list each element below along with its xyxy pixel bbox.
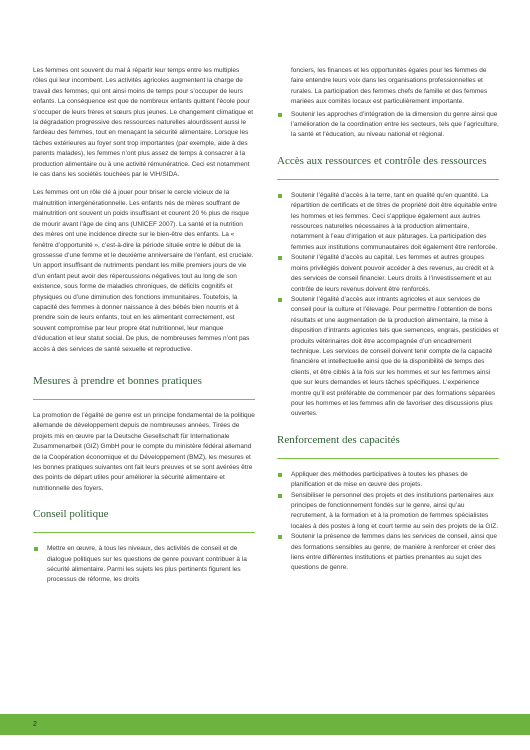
list-item-text: Appliquer des méthodes participatives à toutes les phases de planification et de mise en œuvre des projets. (291, 470, 468, 489)
heading-rule (277, 179, 499, 180)
square-bullet-icon (278, 256, 282, 260)
list-item-text: Soutenir l’égalité d’accès au capital. Les femmes et autres groupes moins privilégiés doivent pouvoir accéder à des revenus, au crédit et à des services de conseil financier. Leurs droits à l’investissement et au contrôle de leurs revenus doivent être renforcés. (291, 254, 494, 293)
list-item-text: Mettre en œuvre, à tous les niveaux, des activités de conseil et de dialogue politiques sur les questions de genre pouvant contribuer à la sécurité alimentaire. Parmi les sujets les plus pertinents figurent les processus de réforme, les droits (47, 545, 247, 584)
conseil-list-continued (277, 110, 499, 141)
square-bullet-icon (278, 535, 282, 539)
list-item (277, 253, 499, 295)
square-bullet-icon (278, 494, 282, 498)
list-item (277, 470, 499, 491)
list-item-text: Soutenir les approches d’intégration de la dimension du genre ainsi que l’amélioration de la coordination entre les secteurs, tels que l’agriculture, la santé et l’éducation, au niveau national et régional. (291, 110, 499, 139)
list-item-text: Soutenir l’égalité d’accès aux intrants agricoles et aux services de conseil pour la culture et l’élevage. Pour permettre l’obtention de bons résultats et une augmentation de la production alimentaire, la mise à disposition d’intrants agricoles tels que semences, engrais, pesticides et produits vétérinaires doit être accompagnée d’un encadrement technique. Les services de conseil doivent tenir compte de la capacité financière et intellectuelle ainsi que de la disponibilité de temps des clients, et être ciblés à la fois sur les hommes et sur les femmes ainsi que sur leurs demandes et leurs tâches spécifiques. L’expérience montre qu’il est préférable de commencer par des formations séparées pour les hommes et les femmes afin de favoriser des discussions plus ouvertes. (291, 295, 499, 418)
list-item (277, 110, 499, 141)
list-item (277, 532, 499, 574)
heading-rule (33, 399, 255, 400)
left-column (33, 66, 255, 594)
square-bullet-icon (278, 473, 282, 477)
paragraph-time-burden: Les femmes ont souvent du mal à répartir leur temps entre les multiples rôles qui leur incombent. Les activités agricoles augmentent la charge de travail des femmes, qui ont ainsi moins de temps pour s’occuper de leurs enfants. La conséquence est que de nombreux enfants quittent l’école pour s’occuper de leurs frères et sœurs plus jeunes. Le changement climatique et la dégradation progressive des ressources naturelles alourdissent aussi le fardeau des femmes, tout en menaçant la sécurité alimentaire. Lorsque les tâches extérieures au foyer sont trop importantes (par exemple, aide à des parents malades), les femmes n’ont plus assez de temps à consacrer à la production alimentaire ou à une activité rémunératrice. Ceci est notamment le cas dans les sociétés touchées par le VIH/SIDA. (33, 67, 254, 179)
list-item (277, 491, 499, 533)
right-column (277, 66, 499, 582)
page-number: 2 (33, 721, 37, 728)
list-item (33, 544, 255, 586)
heading-rule (33, 532, 255, 533)
heading-mesures: Mesures à prendre et bonnes pratiques (33, 374, 202, 387)
heading-rule (277, 458, 499, 459)
square-bullet-icon (34, 547, 38, 551)
renforcement-list (277, 470, 499, 574)
square-bullet-icon (278, 113, 282, 117)
square-bullet-icon (278, 298, 282, 302)
paragraph-continuation: fonciers, les finances et les opportunités égales pour les femmes de faire entendre leurs voix dans les organisations professionnelles et rurales. La participation des femmes chefs de famille et des femmes mariées aux comités locaux est particulièrement importante. (291, 67, 488, 106)
list-item-text: Sensibiliser le personnel des projets et des institutions partenaires aux principes de fonctionnement fondés sur le genre, ainsi qu’au recrutement, à la formation et à la promotion de femmes spécialistes locales à des postes à long et court terme au sein des projets de la GIZ. (291, 491, 499, 530)
square-bullet-icon (278, 194, 282, 198)
list-item (277, 295, 499, 420)
list-item (277, 191, 499, 253)
paragraph-promotion: La promotion de l’égalité de genre est un principe fondamental de la politique allemande de développement depuis de nombreuses années. Tirées de projets mis en œuvre par la Deutsche Gesellschaft für Internationale Zusammenarbeit (GIZ) GmbH pour le compte du ministère fédéral allemand de la Coopération économique et du Développement (BMZ), les mesures et les bonnes pratiques suivantes ont fait leurs preuves et se sont avérées être des points de départ utiles pour améliorer la sécurité alimentaire et nutritionnelle des foyers. (33, 411, 255, 492)
conseil-list (33, 544, 255, 586)
footer-bar (0, 714, 530, 735)
list-item-text: Soutenir l’égalité d’accès à la terre, tant en qualité qu’en quantité. La répartition de certificats et de titres de propriété doit être équitable entre les hommes et les femmes. Ceci s’applique également aux autres ressources naturelles nécessaires à la production alimentaire, notamment à l’eau d’irrigation et aux pâturages. La participation des femmes aux institutions communautaires doit également être renforcée. (291, 191, 498, 251)
heading-conseil: Conseil politique (33, 508, 109, 521)
paragraph-malnutrition: Les femmes ont un rôle clé à jouer pour briser le cercle vicieux de la malnutrition intergénérationnelle. Les enfants nés de mères souffrant de malnutrition ont souvent un poids insuffisant et courent 20 % plus de risque de mourir avant l’âge de cinq ans (UNICEF 2007). La santé et la nutrition des mères ont une incidence directe sur le bien-être des enfants. La « fenêtre d’opportunité », c’est-à-dire la période située entre le début de la grossesse d’une femme et le deuxième anniversaire de l’enfant, est cruciale. Un apport insuffisant de nutriments pendant les mille premiers jours de vie d’un enfant peut avoir des répercussions négatives tout au long de son existence, sous forme de maladies chroniques, de déficits cognitifs et physiques ou d’une diminution des fonctions immunitaires. Toutefois, la capacité des femmes à donner naissance à des bébés bien nourris et à prendre soin de leurs enfants, tout en les alimentant correctement, est souvent compromise par leur propre état nutritionnel, leur manque d’éducation et leur statut social. De plus, de nombreuses femmes n’ont pas accès à des services de santé sexuelle et reproductive. (33, 189, 254, 353)
heading-renforcement: Renforcement des capacités (277, 433, 400, 446)
list-item-text: Soutenir la présence de femmes dans les services de conseil, ainsi que des formations sensibles au genre, de manière à renforcer et créer des liens entre différentes institutions et parties prenantes au sujet des questions de genre. (291, 533, 497, 572)
heading-acces: Accès aux ressources et contrôle des ressources (277, 154, 487, 167)
acces-list (277, 191, 499, 420)
